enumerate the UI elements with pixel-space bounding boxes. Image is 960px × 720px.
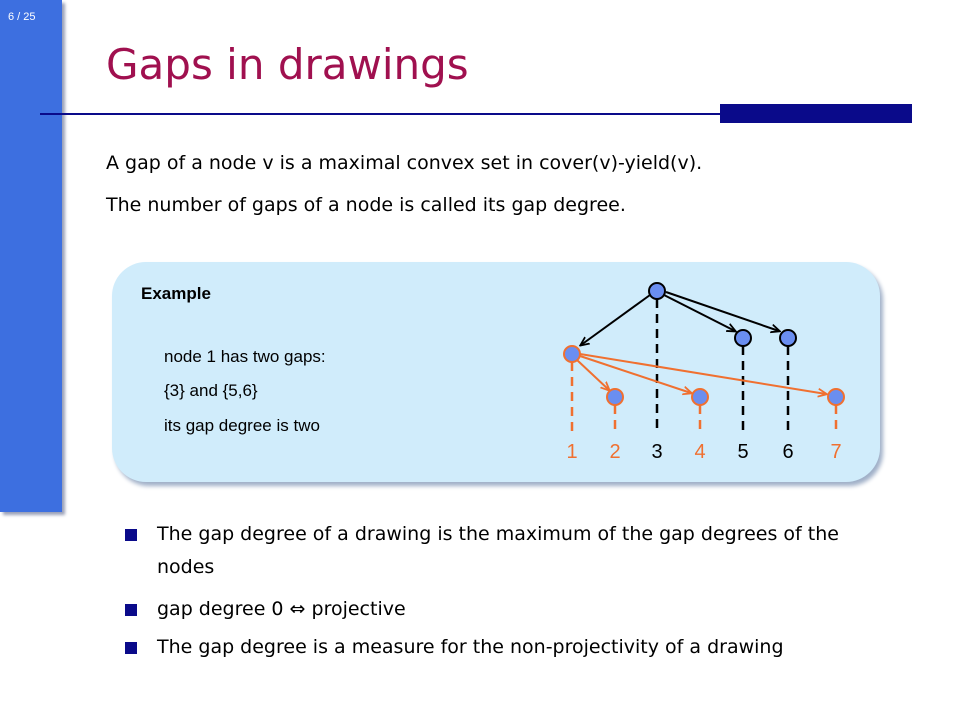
bullet-marker-1 <box>125 529 137 541</box>
word-label-3: 3 <box>651 441 663 463</box>
bullet-marker-2 <box>125 604 137 616</box>
word-label-5: 5 <box>737 441 749 463</box>
definition-text-1: A gap of a node v is a maximal convex set in cover(v)-yield(v). <box>106 152 703 174</box>
tree-node-1 <box>564 346 580 362</box>
bullet-marker-3 <box>125 642 137 654</box>
bullet-text-3: The gap degree is a measure for the non-projectivity of a drawing <box>157 636 784 658</box>
word-label-4: 4 <box>694 441 706 463</box>
bullet-text-2: gap degree 0 ⇔ projective <box>157 598 406 620</box>
word-label-2: 2 <box>609 441 621 463</box>
example-heading: Example <box>141 284 211 303</box>
edge-1-to-4 <box>580 356 691 393</box>
tree-node-7 <box>828 389 844 405</box>
word-label-6: 6 <box>782 441 794 463</box>
edge-1-to-7 <box>580 354 826 394</box>
edge-3-to-1 <box>581 295 650 345</box>
example-line-3: its gap degree is two <box>164 416 320 435</box>
tree-node-5 <box>735 330 751 346</box>
definition-text-2: The number of gaps of a node is called its gap degree. <box>106 194 626 216</box>
example-line-1: node 1 has two gaps: <box>164 347 326 366</box>
tree-node-3 <box>649 283 665 299</box>
slide-title: Gaps in drawings <box>106 40 469 89</box>
page-number: 6 / 25 <box>8 11 36 23</box>
tree-node-4 <box>692 389 708 405</box>
bullet-text-1: The gap degree of a drawing is the maximum of the gap degrees of the nodes <box>157 523 839 578</box>
tree-node-6 <box>780 330 796 346</box>
word-label-1: 1 <box>566 441 578 463</box>
word-label-7: 7 <box>830 441 842 463</box>
example-line-2: {3} and {5,6} <box>164 381 258 400</box>
tree-node-2 <box>607 389 623 405</box>
